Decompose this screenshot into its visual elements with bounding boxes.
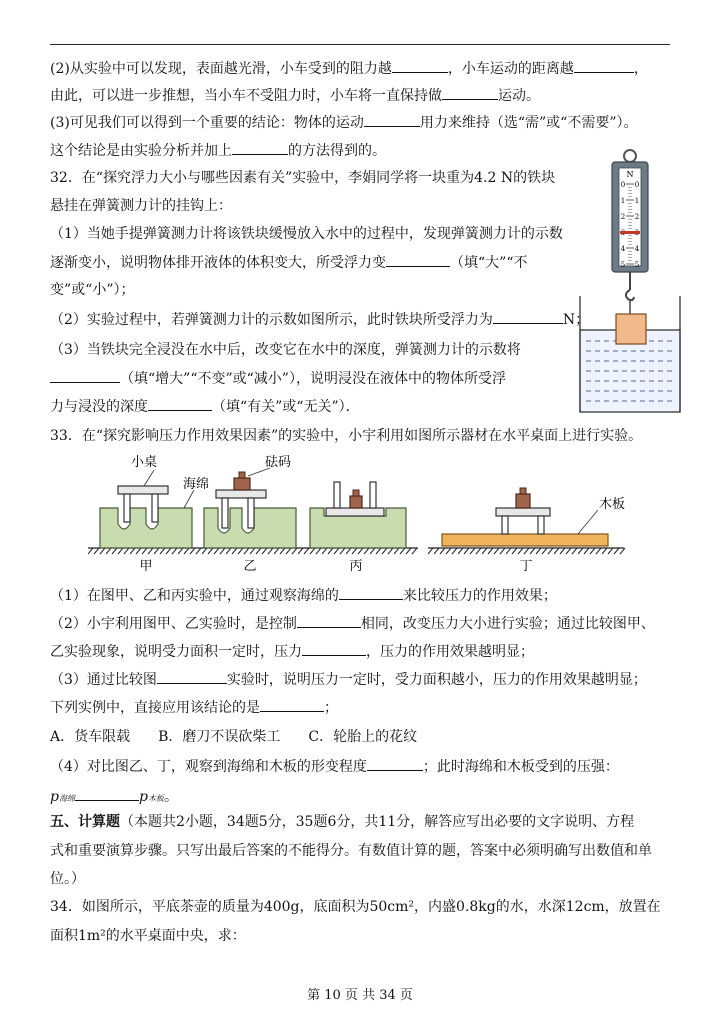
- q33-part1-line: （1）在图甲、乙和丙实验中，通过观察海绵的 来比较压力的作用效果；: [50, 585, 557, 606]
- inverted-table-top: [326, 508, 384, 516]
- ground-hatch: [494, 548, 499, 554]
- ground-hatch: [434, 548, 439, 554]
- ground-hatch: [226, 548, 231, 554]
- ground-hatch: [118, 548, 123, 554]
- ground-hatch: [572, 548, 577, 554]
- q31-part3-line1: (3)可见我们可以得到一个重要的结论：物体的运动 用力来维持（选“需”或“不需要”）。: [50, 112, 637, 133]
- q32-part1-line3: 变”或“小”）；: [50, 282, 135, 298]
- scale-tick-label: 1: [634, 197, 640, 205]
- answer-blank[interactable]: [493, 309, 563, 324]
- ground-hatch: [292, 548, 297, 554]
- ground-hatch: [400, 548, 405, 554]
- label-small-table: 小桌: [130, 455, 158, 470]
- ground-hatch: [596, 548, 601, 554]
- weight: [234, 478, 250, 490]
- q31-part3-line2: 这个结论是由实验分析并加上 的方法得到的。: [50, 140, 386, 161]
- scale-tick-label: 5: [634, 261, 640, 269]
- ground-hatch: [214, 548, 219, 554]
- ground-hatch: [346, 548, 351, 554]
- answer-blank[interactable]: [339, 585, 403, 600]
- ground-hatch: [358, 548, 363, 554]
- q32-part3-line1: （3）当铁块完全浸没在水中后，改变它在水中的深度，弹簧测力计的示数将: [50, 342, 521, 358]
- ground-hatch: [232, 548, 237, 554]
- ground-hatch: [476, 548, 481, 554]
- ground-hatch: [382, 548, 387, 554]
- scale-tick-label: 0: [620, 181, 626, 189]
- scale-tick-label: 4: [634, 245, 640, 253]
- label-jia: 甲: [139, 559, 153, 574]
- answer-blank[interactable]: [148, 396, 212, 411]
- q32-part1-line1: （1）当她手提弹簧测力计将该铁块缓慢放入水中的过程中，发现弹簧测力计的示数: [50, 226, 563, 242]
- setup-yi: [204, 472, 296, 548]
- ground-hatch: [560, 548, 565, 554]
- answer-blank[interactable]: [302, 641, 366, 656]
- ground-hatch: [250, 548, 255, 554]
- answer-blank[interactable]: [367, 756, 423, 771]
- ground-hatch: [112, 548, 117, 554]
- ground-hatch: [280, 548, 285, 554]
- ground-hatch: [406, 548, 411, 554]
- small-table-top: [496, 508, 550, 516]
- answer-blank[interactable]: [442, 85, 498, 100]
- ground-hatch: [512, 548, 517, 554]
- label-wooden-board: 木板: [598, 497, 626, 512]
- ground-hatch: [328, 548, 333, 554]
- ground-hatch: [376, 548, 381, 554]
- label-ding: 丁: [519, 559, 533, 574]
- ground-hatch: [524, 548, 529, 554]
- ground-hatch: [548, 548, 553, 554]
- sponge: [100, 508, 192, 548]
- spring-scale-figure: [578, 148, 682, 414]
- q31-part2-line1: (2)从实验中可以发现，表面越光滑，小车受到的阻力越 ，小车运动的距离越 ，: [50, 58, 648, 79]
- ground-hatch: [316, 548, 321, 554]
- wooden-board: [442, 534, 608, 546]
- ground-hatch: [310, 548, 315, 554]
- scale-hook: [626, 290, 634, 300]
- ground-hatch: [470, 548, 475, 554]
- header-rule: [50, 44, 670, 45]
- ground-hatch: [620, 548, 625, 554]
- ground-hatch: [322, 548, 327, 554]
- ground-hatch: [578, 548, 583, 554]
- q34-line1: 34．如图所示，平底茶壶的质量为400g，底面积为50cm²，内盛0.8kg的水，水深12cm，放置在: [50, 899, 661, 915]
- section5-title: 五、计算题: [50, 814, 120, 830]
- ground-hatch: [124, 548, 129, 554]
- answer-blank[interactable]: [297, 613, 361, 628]
- scale-tick-label: 1: [620, 197, 626, 205]
- scale-unit-label: N: [626, 170, 634, 179]
- ground-hatch: [518, 548, 523, 554]
- weight: [516, 494, 530, 508]
- q33-stem: 33．在“探究影响压力作用效果因素”的实验中，小宇利用如图所示器材在水平桌面上进行实验。: [50, 428, 643, 444]
- ground-hatch: [238, 548, 243, 554]
- ground-hatch: [536, 548, 541, 554]
- ground-hatch: [220, 548, 225, 554]
- ground-hatch: [590, 548, 595, 554]
- ground-hatch: [94, 548, 99, 554]
- ground-hatch: [602, 548, 607, 554]
- ground-hatch: [364, 548, 369, 554]
- ground-hatch: [464, 548, 469, 554]
- ground-hatch: [566, 548, 571, 554]
- section5-line1: 五、计算题（本题共2小题，34题5分，35题6分，共11分，解答应写出必要的文字说明、方程: [50, 814, 635, 830]
- ground-hatch: [286, 548, 291, 554]
- scale-top-ring: [624, 150, 636, 162]
- small-table-top: [118, 486, 168, 494]
- ground-hatch: [262, 548, 267, 554]
- ground-hatch: [614, 548, 619, 554]
- ground-hatch: [106, 548, 111, 554]
- ground-hatch: [500, 548, 505, 554]
- ground-hatch: [178, 548, 183, 554]
- answer-blank[interactable]: [75, 786, 139, 801]
- answer-blank[interactable]: [157, 669, 227, 684]
- ground-hatch: [388, 548, 393, 554]
- ground-hatch: [256, 548, 261, 554]
- label-bing: 丙: [349, 559, 363, 574]
- q33-part4-line2: p海绵 p木板。: [50, 786, 178, 809]
- ground-hatch: [88, 548, 93, 554]
- setup-ding: [442, 488, 608, 546]
- ground-hatch: [184, 548, 189, 554]
- ground-hatch: [428, 548, 433, 554]
- small-table-top: [216, 490, 266, 498]
- scale-tick-label: 0: [634, 181, 640, 189]
- ground-hatch: [142, 548, 147, 554]
- ground-hatch: [136, 548, 141, 554]
- answer-blank[interactable]: [50, 368, 120, 383]
- ground-hatch: [298, 548, 303, 554]
- ground-hatch: [304, 548, 309, 554]
- ground-hatch: [202, 548, 207, 554]
- setup-jia: [100, 486, 192, 548]
- q33-part2-line1: （2）小宇利用图甲、乙实验时，是控制 相同，改变压力大小进行实验；通过比较图甲、: [50, 613, 655, 634]
- ground-hatch: [352, 548, 357, 554]
- ground-hatch: [458, 548, 463, 554]
- q32-stem-line2: 悬挂在弹簧测力计的挂钩上：: [50, 198, 232, 214]
- answer-blank[interactable]: [260, 697, 324, 712]
- ground-hatch: [166, 548, 171, 554]
- answer-blank[interactable]: [232, 140, 288, 155]
- section5-line3: 位。）: [50, 871, 85, 887]
- answer-blank[interactable]: [392, 58, 448, 73]
- ground-hatch: [268, 548, 273, 554]
- ground-hatch: [334, 548, 339, 554]
- ground-hatch: [160, 548, 165, 554]
- ground-hatch: [154, 548, 159, 554]
- q32-stem-line1: 32．在“探究浮力大小与哪些因素有关”实验中，李娟同学将一块重为4.2 N的铁块: [50, 170, 556, 186]
- q32-part3-line2: （填“增大”“不变”或“减小”），说明浸没在液体中的物体所受浮: [50, 368, 506, 389]
- page-footer: 第 10 页 共 34 页: [307, 988, 413, 1003]
- ground-hatch: [208, 548, 213, 554]
- q32-part2-line: （2）实验过程中，若弹簧测力计的示数如图所示，此时铁块所受浮力为 N；: [50, 309, 589, 330]
- ground-hatch: [130, 548, 135, 554]
- section5-line2: 式和重要演算步骤。只写出最后答案的不能得分。有数值计算的题，答案中必须明确写出数值和单: [50, 843, 652, 859]
- ground-hatch: [190, 548, 195, 554]
- scale-tick-label: 5: [620, 261, 626, 269]
- ground-hatch: [394, 548, 399, 554]
- ground-hatch: [530, 548, 535, 554]
- pressure-experiment-figure: [88, 452, 628, 580]
- ground-hatch: [542, 548, 547, 554]
- ground-hatch: [148, 548, 153, 554]
- ground-hatch: [196, 548, 201, 554]
- label-yi: 乙: [243, 559, 257, 574]
- ground-hatch: [100, 548, 105, 554]
- ground-hatch: [488, 548, 493, 554]
- ground-hatch: [440, 548, 445, 554]
- setup-bing: [310, 482, 406, 548]
- ground-hatch: [608, 548, 613, 554]
- scale-tick-label: 2: [620, 213, 626, 221]
- answer-blank[interactable]: [574, 58, 634, 73]
- q33-part3-line1: （3）通过比较图 实验时，说明压力一定时，受力面积越小，压力的作用效果越明显；: [50, 669, 647, 690]
- q33-part4-line1: （4）对比图乙、丁，观察到海绵和木板的形变程度 ；此时海绵和木板受到的压强：: [50, 756, 619, 777]
- ground-hatch: [370, 548, 375, 554]
- scale-pointer: [620, 231, 640, 234]
- label-sponge: 海绵: [182, 477, 210, 492]
- ground-hatch: [274, 548, 279, 554]
- scale-tick-label: 2: [634, 213, 640, 221]
- q33-options: A．货车限载 B．磨刀不误砍柴工 C．轮胎上的花纹: [50, 729, 418, 745]
- ground-hatch: [452, 548, 457, 554]
- q34-line2: 面积1m²的水平桌面中央，求：: [50, 928, 246, 944]
- scale-tick-label: 4: [620, 245, 626, 253]
- ground-right: [428, 548, 625, 554]
- label-weight: 砝码: [264, 455, 292, 470]
- ground-hatch: [340, 548, 345, 554]
- answer-blank[interactable]: [386, 252, 450, 267]
- ground-hatch: [584, 548, 589, 554]
- ground-hatch: [172, 548, 177, 554]
- iron-block: [616, 314, 646, 344]
- q32-part1-line2: 逐渐变小，说明物体排开液体的体积变大，所受浮力变 （填“大”“不: [50, 252, 527, 273]
- ground-hatch: [244, 548, 249, 554]
- q31-part2-line2: 由此，可以进一步推想，当小车不受阻力时，小车将一直保持做 运动。: [50, 85, 540, 106]
- q32-part3-line3: 力与浸没的深度 （填“有关”或“无关”）．: [50, 396, 360, 417]
- weight: [350, 496, 362, 508]
- q33-part2-line2: 乙实验现象，说明受力面积一定时，压力 ，压力的作用效果越明显；: [50, 641, 534, 662]
- q33-part3-line2: 下列实例中，直接应用该结论的是 ；: [50, 697, 338, 718]
- ground-hatch: [506, 548, 511, 554]
- ground-left: [88, 548, 418, 554]
- ground-hatch: [446, 548, 451, 554]
- answer-blank[interactable]: [364, 112, 420, 127]
- ground-hatch: [554, 548, 559, 554]
- ground-hatch: [482, 548, 487, 554]
- ground-hatch: [412, 548, 417, 554]
